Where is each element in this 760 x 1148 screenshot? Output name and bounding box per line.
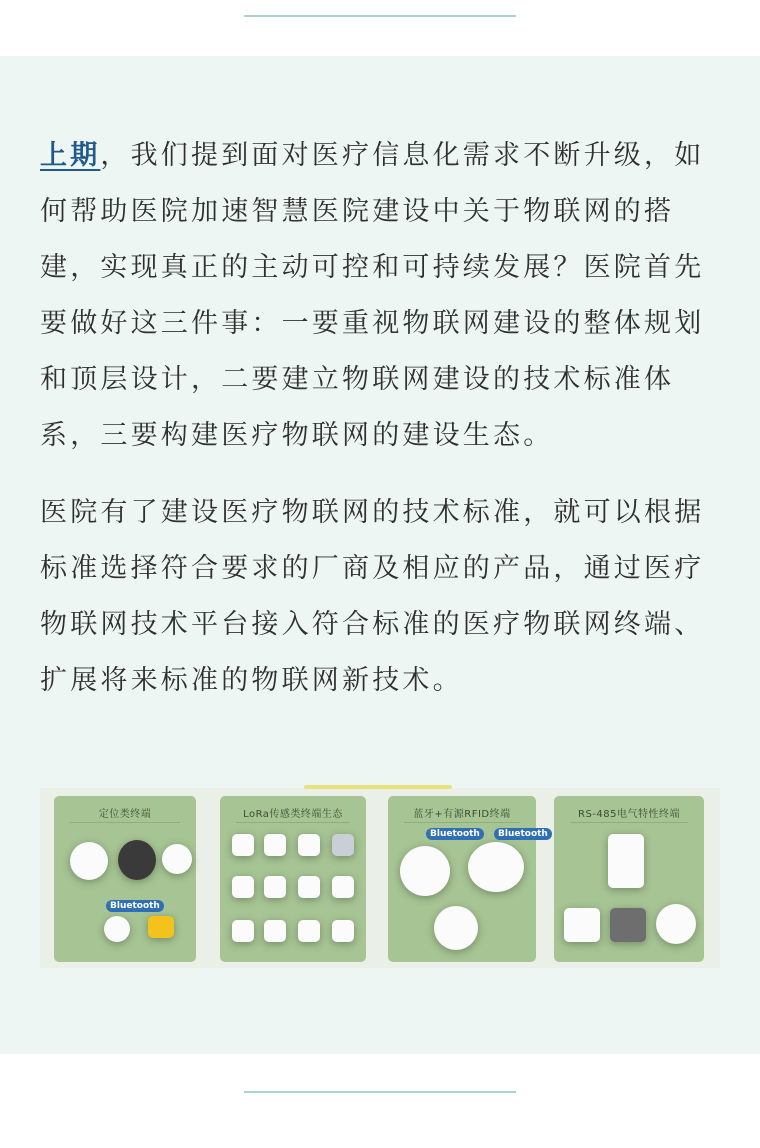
controller-device [610, 908, 646, 942]
sensor-device [264, 920, 286, 942]
card-title: LoRa传感类终端生态 [243, 809, 343, 820]
card-positioning-terminals [54, 796, 196, 962]
card-divider [70, 822, 180, 823]
badge-device [162, 844, 192, 874]
sensor-device [264, 876, 286, 898]
card-title: RS-485电气特性终端 [578, 809, 680, 820]
card-divider [570, 822, 688, 823]
sensor-device [264, 834, 286, 856]
article-panel [0, 56, 760, 1054]
locator-tag-device [70, 842, 108, 880]
card-lora-sensor-ecosystem [220, 796, 366, 962]
sensor-device [232, 920, 254, 942]
sensor-device [332, 920, 354, 942]
smart-watch-device [118, 840, 156, 880]
illustration-accent-bar [304, 785, 452, 789]
din-rail-module-device [608, 834, 644, 888]
bluetooth-logo: Bluetooth [106, 900, 164, 912]
top-divider [244, 15, 516, 17]
paragraph-2: 医院有了建设医疗物联网的技术标准，就可以根据标准选择符合要求的厂商及相应的产品，通过医疗物联网技术平台接入符合标准的医疗物联网终端、扩展将来标准的物联网新技术。 [40, 497, 705, 696]
bottom-divider [244, 1091, 516, 1093]
switch-panel-device [564, 908, 600, 942]
alarm-button-device [298, 834, 320, 856]
sensor-device [332, 876, 354, 898]
sensor-device [332, 834, 354, 856]
yellow-beacon-device [148, 916, 174, 938]
gas-sensor-device [656, 904, 696, 944]
card-divider [236, 822, 350, 823]
card-bluetooth-rfid-terminals [388, 796, 548, 962]
sensor-device [232, 834, 254, 856]
card-rs485-terminals [554, 796, 704, 962]
sensor-device [298, 876, 320, 898]
oximeter-device [468, 842, 524, 892]
thermometer-device [400, 846, 450, 896]
bluetooth-logo: Bluetooth [494, 828, 552, 840]
card-divider [404, 822, 520, 823]
previous-issue-link[interactable]: 上期 [40, 140, 101, 171]
iot-terminals-illustration [40, 788, 720, 968]
bluetooth-logo: Bluetooth [426, 828, 484, 840]
beacon-device [104, 916, 130, 942]
card-title: 定位类终端 [98, 809, 152, 820]
sensor-device [232, 876, 254, 898]
sensor-device [298, 920, 320, 942]
card-title: 蓝牙+有源RFID终端 [413, 809, 511, 820]
paragraph-1 [40, 128, 720, 464]
paragraph-1-text: ，我们提到面对医疗信息化需求不断升级，如何帮助医院加速智慧医院建设中关于物联网的搭建，实现真正的主动可控和可持续发展？医院首先要做好这三件事：一要重视物联网建设的整体规划和顶层设计，二要建立物联网建设的技术标准体系，三要构建医疗物联网的建设生态。 [40, 140, 705, 451]
rfid-tag-device [434, 906, 478, 950]
